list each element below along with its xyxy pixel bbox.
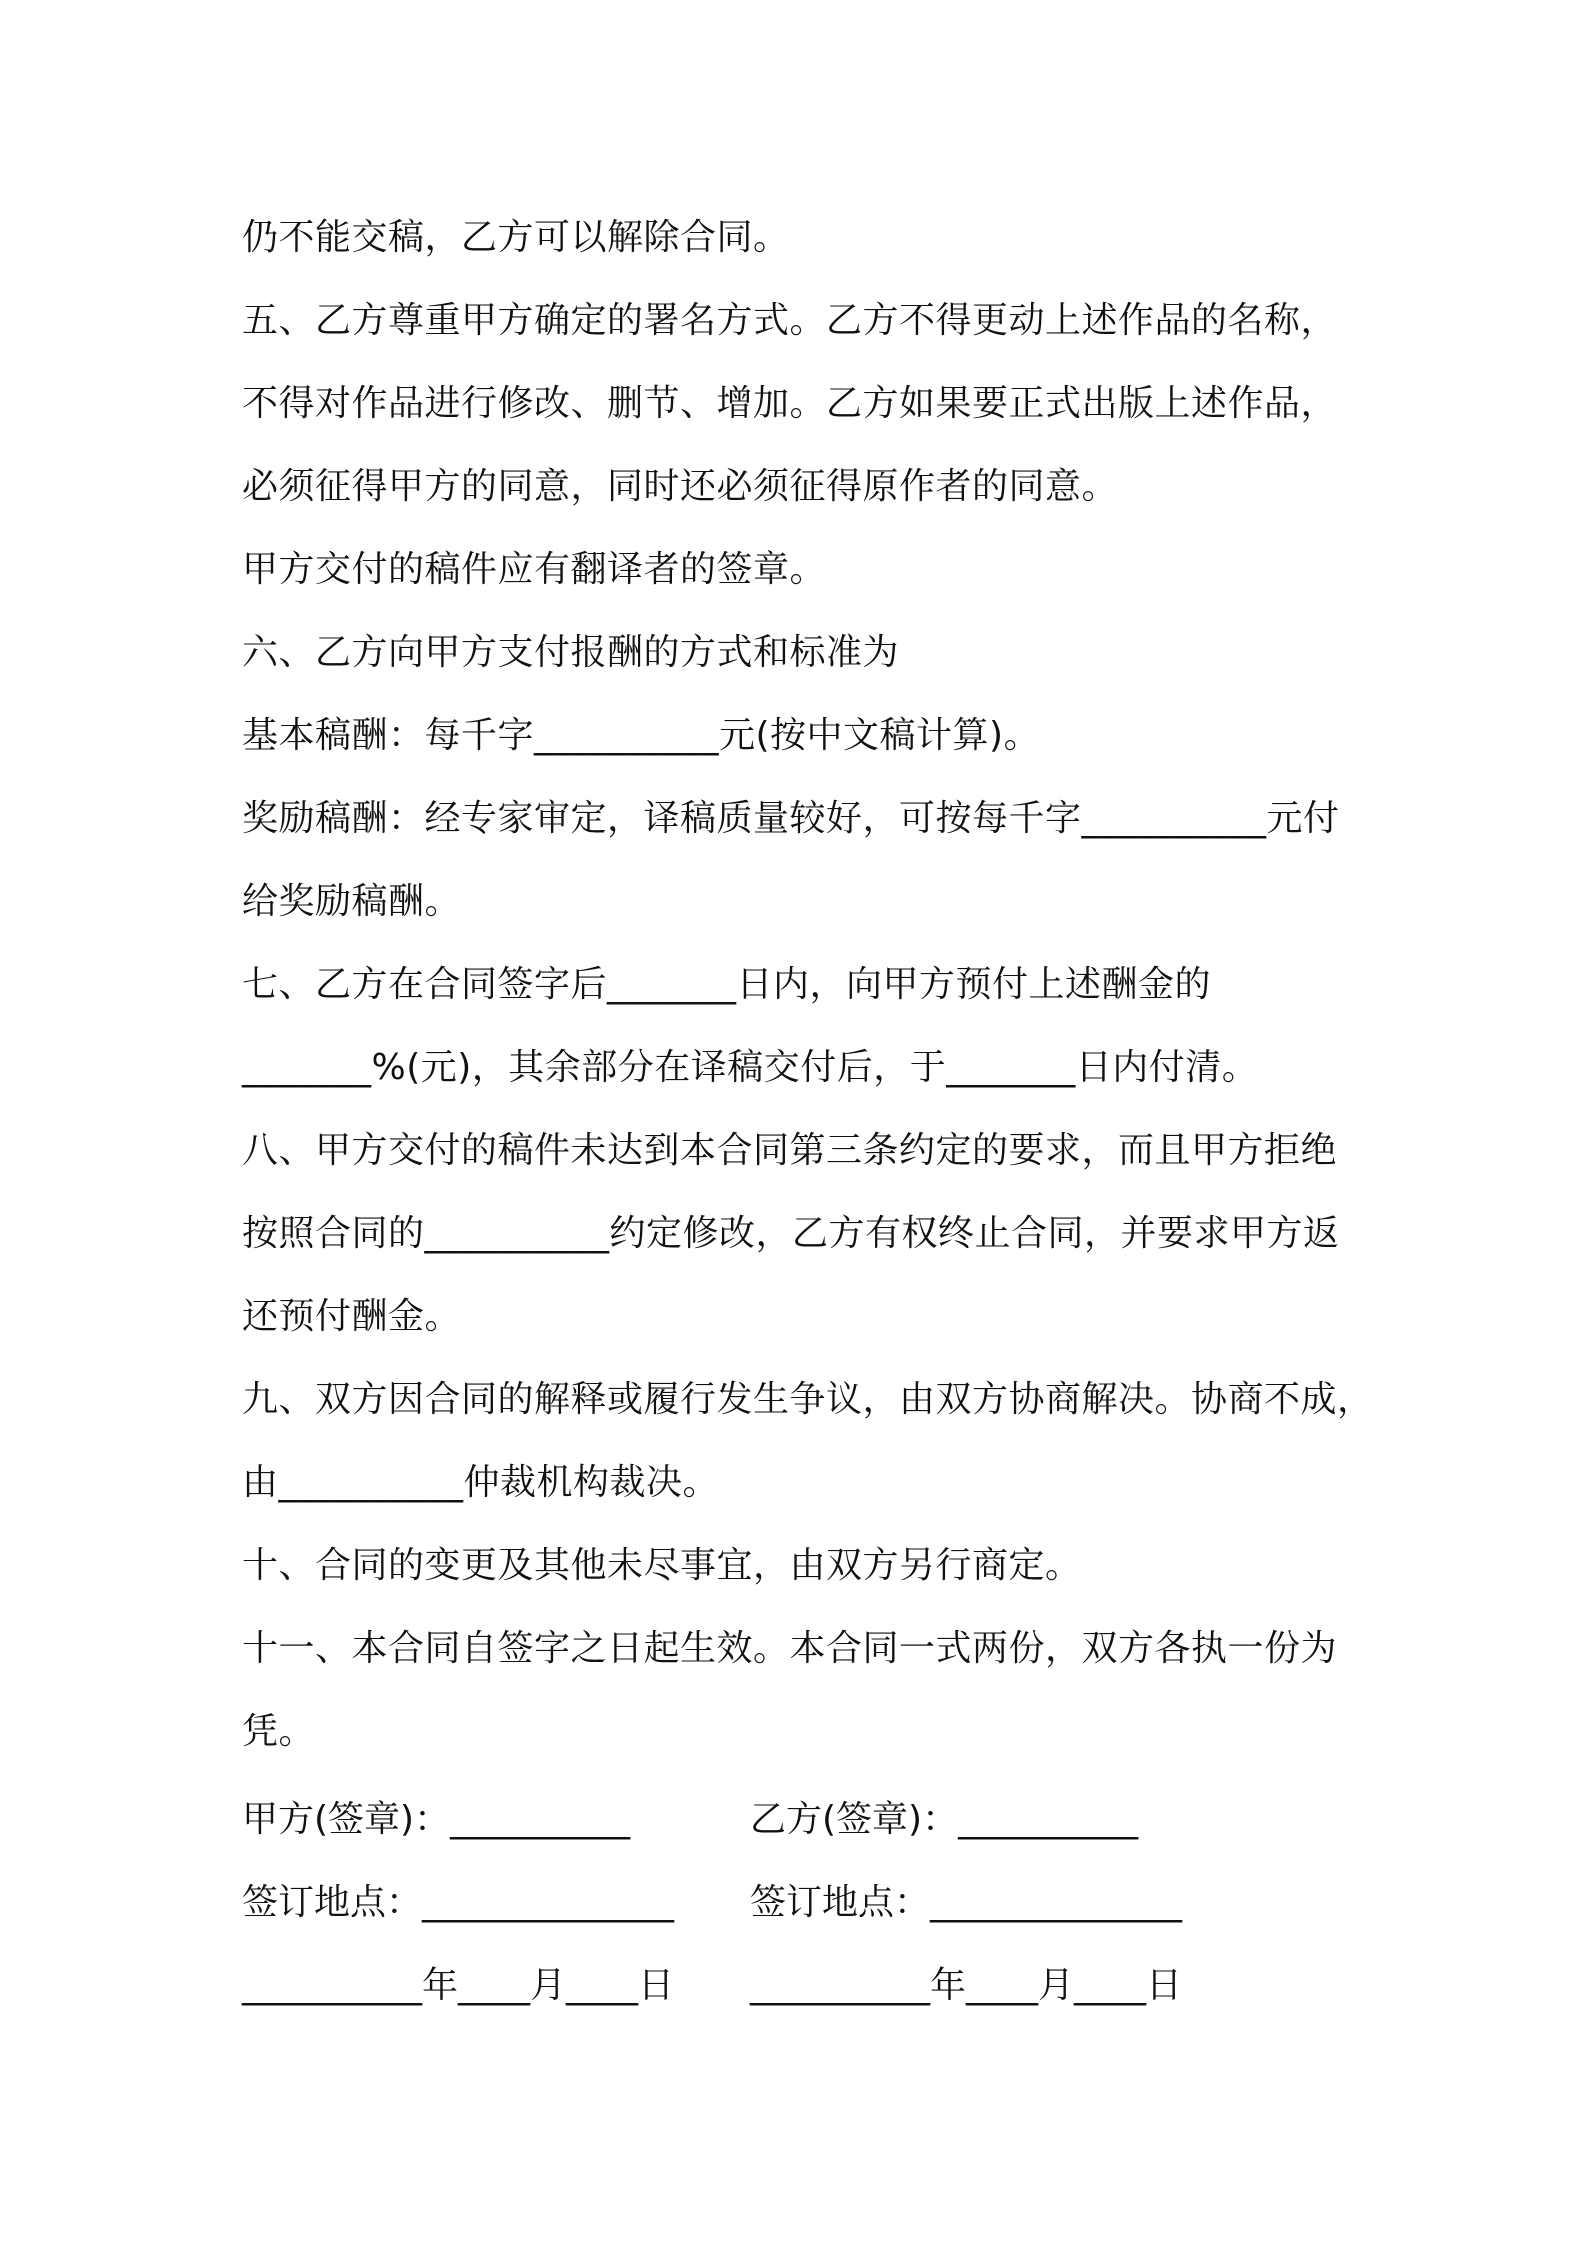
text-line: 六、乙方向甲方支付报酬的方式和标准为: [242, 632, 900, 673]
text-line: 不得对作品进行修改、删节、增加。乙方如果要正式出版上述作品，: [242, 383, 1338, 424]
text-line: 仍不能交稿，乙方可以解除合同。: [242, 217, 790, 258]
text-line: 必须征得甲方的同意，同时还必须征得原作者的同意。: [242, 466, 1119, 507]
date-row: [242, 1944, 1362, 2027]
text-line: 十一、本合同自签字之日起生效。本合同一式两份，双方各执一份为: [242, 1628, 1338, 1669]
text-line: _______%(元)，其余部分在译稿交付后，于_______日内付清。: [242, 1047, 1259, 1088]
party-b-date: __________年____月____日: [750, 1965, 1182, 2006]
text-line: 还预付酬金。: [242, 1296, 462, 1337]
text-line: 九、双方因合同的解释或履行发生争议，由双方协商解决。协商不成，: [242, 1379, 1374, 1420]
party-a-date: __________年____月____日: [242, 1965, 674, 2006]
text-line: 甲方交付的稿件应有翻译者的签章。: [242, 549, 827, 590]
text-line: 七、乙方在合同签字后_______日内，向甲方预付上述酬金的: [242, 964, 1212, 1005]
text-line: 五、乙方尊重甲方确定的署名方式。乙方不得更动上述作品的名称，: [242, 300, 1338, 341]
party-b-place: 签订地点：______________: [750, 1882, 1183, 1923]
party-a-place: 签订地点：______________: [242, 1882, 675, 1923]
text-line: 按照合同的__________约定修改，乙方有权终止合同，并要求甲方返: [242, 1213, 1340, 1254]
signature-row: [242, 1778, 1362, 1861]
place-row: [242, 1861, 1362, 1944]
text-line: 八、甲方交付的稿件未达到本合同第三条约定的要求，而且甲方拒绝: [242, 1130, 1338, 1171]
text-line: 给奖励稿酬。: [242, 881, 462, 922]
text-line: 十、合同的变更及其他未尽事宜，由双方另行商定。: [242, 1545, 1082, 1586]
contract-body: [242, 196, 1374, 1773]
text-line: 基本稿酬：每千字__________元(按中文稿计算)。: [242, 715, 1041, 756]
party-a-signature: 甲方(签章)：__________: [242, 1799, 631, 1840]
text-line: 凭。: [242, 1711, 316, 1752]
signature-block: [242, 1778, 1362, 2027]
text-line: 奖励稿酬：经专家审定，译稿质量较好，可按每千字__________元付: [242, 798, 1340, 839]
party-b-signature: 乙方(签章)：__________: [750, 1799, 1139, 1840]
text-line: 由__________仲裁机构裁决。: [242, 1462, 720, 1503]
